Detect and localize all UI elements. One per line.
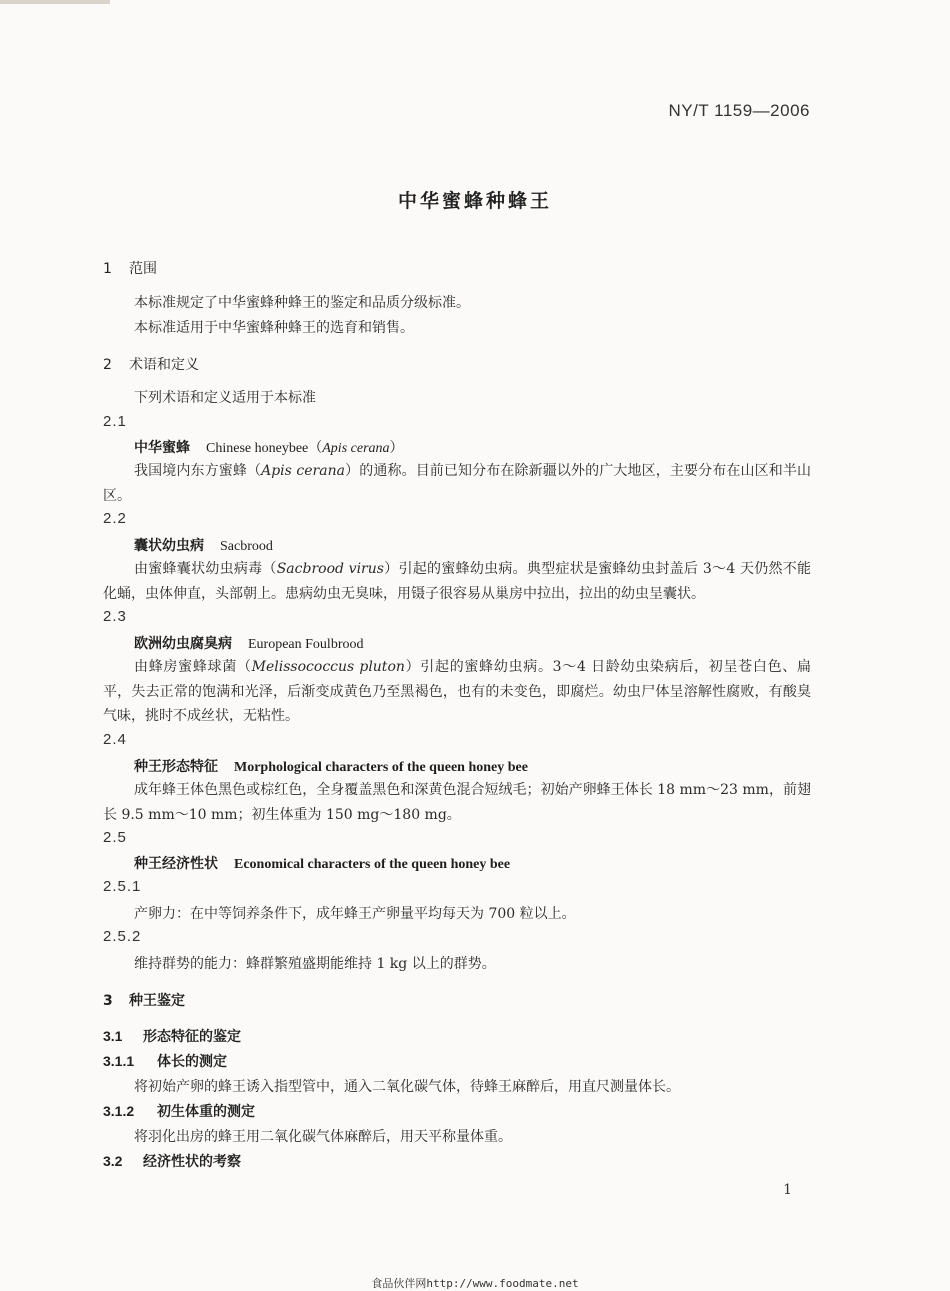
section-title: 术语和定义 bbox=[129, 357, 199, 373]
clause-number: 3.1 bbox=[103, 1028, 123, 1044]
clause-2-2-number: 2.2 bbox=[103, 510, 127, 527]
section-number: 2 bbox=[103, 357, 112, 373]
section-1-paragraph-1: 本标准规定了中华蜜蜂种蜂王的鉴定和品质分级标准。 bbox=[134, 295, 470, 311]
term-2-2-definition bbox=[103, 557, 811, 606]
term-zh: 囊状幼虫病 bbox=[134, 538, 204, 554]
term-2-1 bbox=[134, 437, 404, 457]
term-zh: 种王形态特征 bbox=[134, 759, 218, 775]
clause-2-5-1-text: 产卵力：在中等饲养条件下，成年蜂王产卵量平均每天为 700 粒以上。 bbox=[134, 906, 576, 922]
footer-url: http://www.foodmate.net bbox=[426, 1277, 579, 1290]
clause-title: 形态特征的鉴定 bbox=[143, 1029, 241, 1045]
definition-italic: Apis cerana bbox=[261, 463, 345, 479]
clause-2-1-number: 2.1 bbox=[103, 413, 127, 430]
section-number: 3 bbox=[103, 993, 113, 1009]
term-en: Chinese honeybee（ bbox=[206, 441, 323, 456]
clause-number: 3.1.2 bbox=[103, 1103, 135, 1119]
section-1-paragraph-2: 本标准适用于中华蜜蜂种蜂王的选育和销售。 bbox=[134, 320, 414, 336]
definition-text: ）引起的蜜蜂幼虫病。典型症状是蜜蜂幼虫封盖后 3～4 天仍然不能化蛹，虫体伸直，头部朝上。患病幼虫无臭味，用镊子很容易从巢房中拉出，拉出的幼虫呈囊状。 bbox=[103, 561, 812, 602]
clause-3-1-1-text: 将初始产卵的蜂王诱入指型管中，通入二氧化碳气体，待蜂王麻醉后，用直尺测量体长。 bbox=[134, 1079, 680, 1095]
document-title: 中华蜜蜂种蜂王 bbox=[397, 190, 552, 212]
term-en: Economical characters of the queen honey bee bbox=[234, 857, 511, 872]
term-en-italic: Apis cerana bbox=[322, 441, 390, 456]
term-en: European Foulbrood bbox=[248, 637, 364, 652]
footer-label: 食品伙伴网 bbox=[371, 1277, 427, 1290]
page-number: 1 bbox=[783, 1182, 792, 1198]
definition-italic: Melissococcus pluton bbox=[251, 659, 405, 675]
clause-title: 体长的测定 bbox=[157, 1054, 227, 1070]
clause-2-5-2-number: 2.5.2 bbox=[103, 928, 142, 945]
clause-title: 初生体重的测定 bbox=[157, 1104, 255, 1120]
section-2-paragraph: 下列术语和定义适用于本标准 bbox=[134, 390, 316, 406]
clause-2-4-number: 2.4 bbox=[103, 731, 127, 748]
clause-3-1-1-heading bbox=[103, 1051, 227, 1071]
section-title: 种王鉴定 bbox=[129, 993, 185, 1009]
term-zh: 欧洲幼虫腐臭病 bbox=[134, 636, 232, 652]
section-3-heading bbox=[103, 990, 185, 1010]
term-2-3-definition bbox=[103, 655, 811, 729]
clause-title: 经济性状的考察 bbox=[143, 1154, 241, 1170]
clause-number: 3.1.1 bbox=[103, 1053, 135, 1069]
clause-3-1-2-heading bbox=[103, 1101, 255, 1121]
definition-text: 由蜂房蜜蜂球菌（ bbox=[134, 659, 252, 675]
clause-3-2-heading bbox=[103, 1151, 241, 1171]
scan-edge-mark bbox=[0, 0, 110, 4]
term-en: Morphological characters of the queen honey bee bbox=[234, 760, 528, 775]
term-en-close: ） bbox=[389, 441, 404, 456]
definition-text: ）的通称。目前已知分布在除新疆以外的广大地区，主要分布在山区和半山区。 bbox=[103, 463, 812, 504]
term-2-4-definition: 成年蜂王体色黑色或棕红色，全身覆盖黑色和深黄色混合短绒毛；初始产卵蜂王体长 18 mm～23 mm，前翅长 9.5 mm～10 mm；初生体重为 150 mg～180 mg。 bbox=[103, 782, 811, 823]
term-2-1-definition bbox=[103, 459, 811, 508]
term-zh: 中华蜜蜂 bbox=[134, 440, 190, 456]
term-2-2 bbox=[134, 535, 273, 555]
clause-3-1-2-text: 将羽化出房的蜂王用二氧化碳气体麻醉后，用天平称量体重。 bbox=[134, 1129, 512, 1145]
definition-text: ）引起的蜜蜂幼虫病。3～4 日龄幼虫染病后，初呈苍白色、扁平，失去正常的饱满和光泽，后渐变成黄色乃至黑褐色，也有的未变色，即腐烂。幼虫尸体呈溶解性腐败，有酸臭气味，挑时不成丝状，无粘性。 bbox=[103, 659, 811, 724]
section-number: 1 bbox=[103, 261, 112, 277]
clause-2-5-1-number: 2.5.1 bbox=[103, 878, 142, 895]
clause-2-5-number: 2.5 bbox=[103, 829, 127, 846]
term-2-3 bbox=[134, 633, 363, 653]
standard-number: NY/T 1159—2006 bbox=[668, 101, 810, 120]
section-title: 范围 bbox=[129, 261, 157, 277]
term-2-5 bbox=[134, 853, 510, 873]
definition-text: 由蜜蜂囊状幼虫病毒（ bbox=[134, 561, 277, 577]
section-2-heading bbox=[103, 354, 199, 374]
section-1-heading bbox=[103, 258, 157, 278]
clause-2-5-2-text: 维持群势的能力：蜂群繁殖盛期能维持 1 kg 以上的群势。 bbox=[134, 956, 496, 972]
clause-3-1-heading bbox=[103, 1026, 241, 1046]
term-zh: 种王经济性状 bbox=[134, 856, 218, 872]
clause-2-3-number: 2.3 bbox=[103, 608, 127, 625]
definition-text: 我国境内东方蜜蜂（ bbox=[134, 463, 262, 479]
footer-watermark bbox=[0, 1275, 950, 1291]
definition-italic: Sacbrood virus bbox=[276, 561, 384, 577]
term-en: Sacbrood bbox=[220, 539, 273, 554]
term-2-4 bbox=[134, 756, 528, 776]
clause-number: 3.2 bbox=[103, 1153, 123, 1169]
